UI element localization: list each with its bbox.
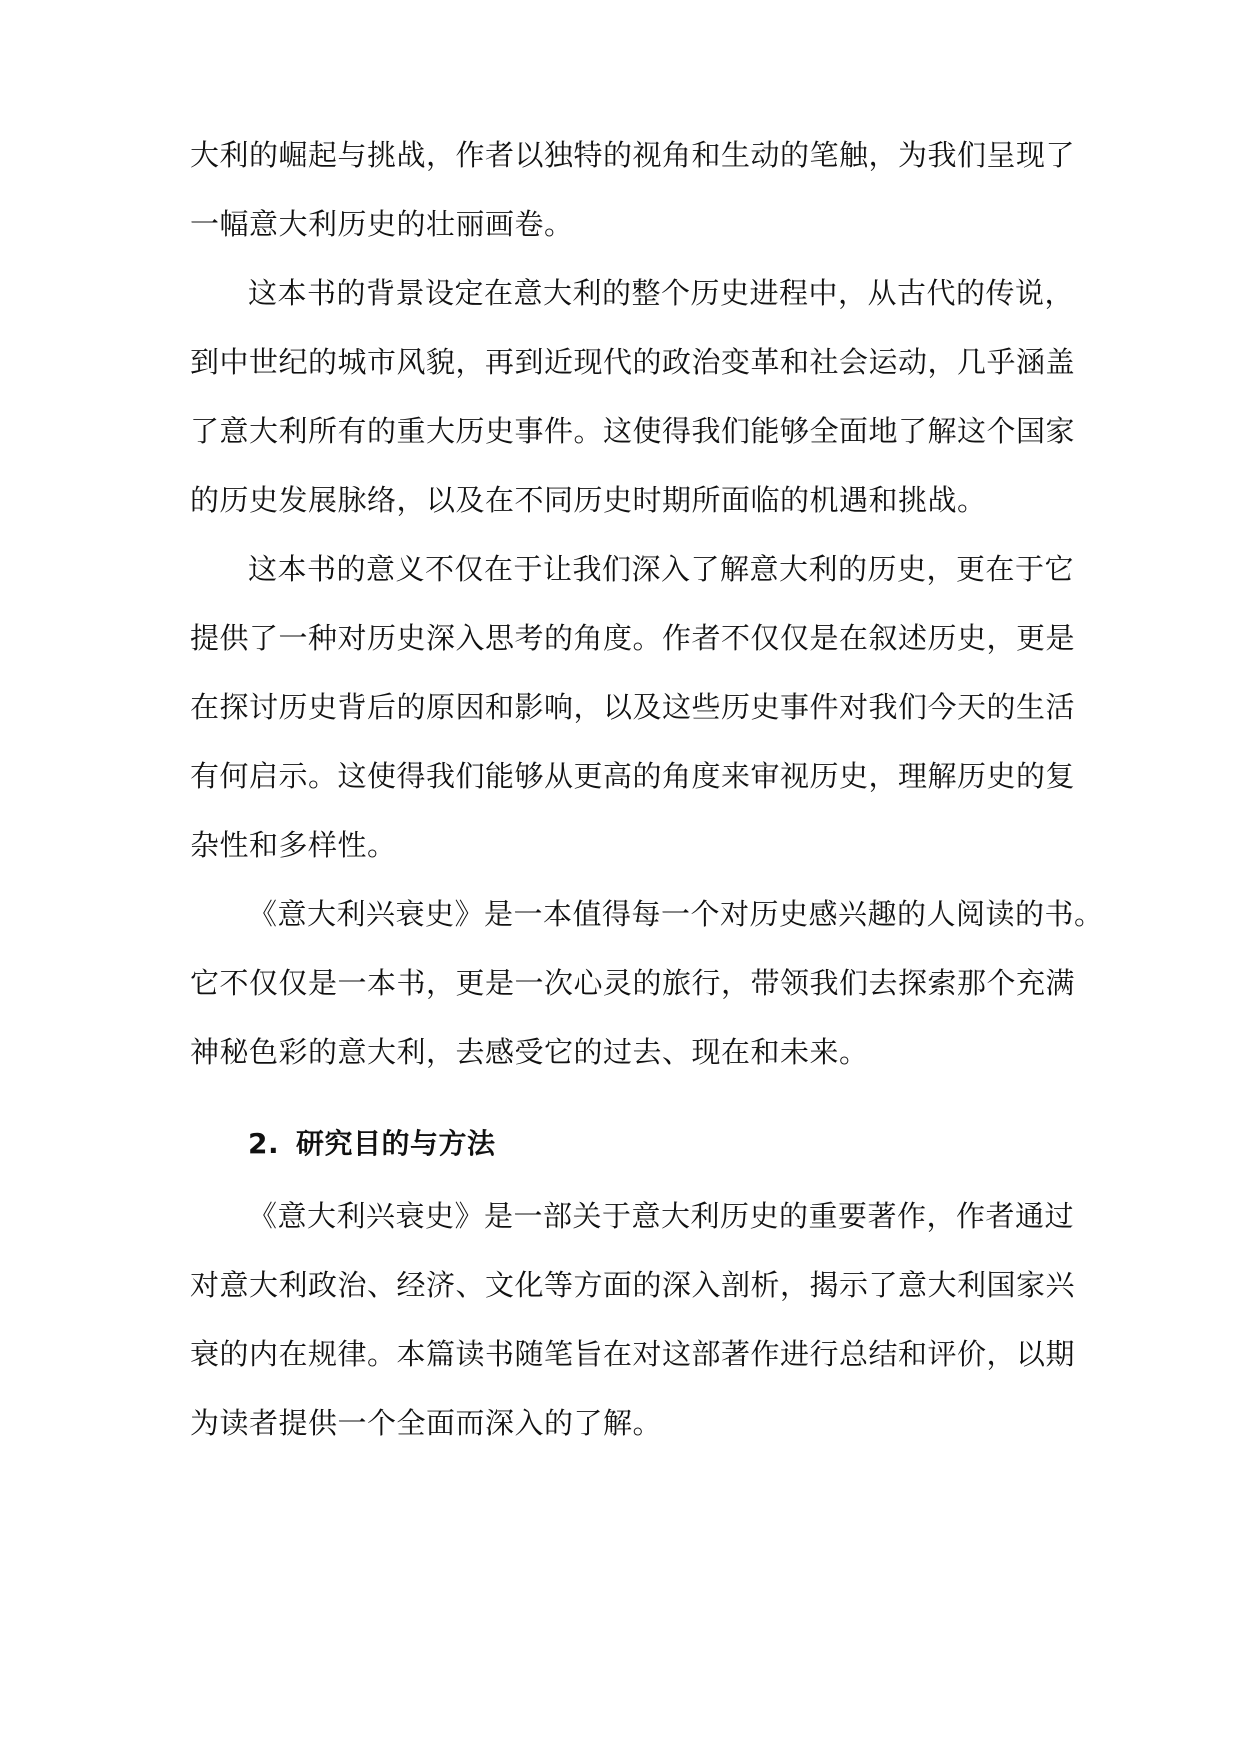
paragraph-line: 为读者提供一个全面而深入的了解。 — [190, 1406, 663, 1440]
paragraph-line: 《意大利兴衰史》是一部关于意大利历史的重要著作，作者通过 — [248, 1199, 1075, 1233]
paragraph-line: 杂性和多样性。 — [190, 828, 397, 862]
paragraph-line: 这本书的背景设定在意大利的整个历史进程中，从古代的传说， — [248, 276, 1075, 310]
paragraph-line: 在探讨历史背后的原因和影响，以及这些历史事件对我们今天的生活 — [190, 690, 1076, 724]
paragraph-line: 的历史发展脉络，以及在不同历史时期所面临的机遇和挑战。 — [190, 483, 987, 517]
paragraph-line: 对意大利政治、经济、文化等方面的深入剖析，揭示了意大利国家兴 — [190, 1268, 1076, 1302]
paragraph-line: 这本书的意义不仅在于让我们深入了解意大利的历史，更在于它 — [248, 552, 1075, 586]
paragraph-line: 衰的内在规律。本篇读书随笔旨在对这部著作进行总结和评价，以期 — [190, 1337, 1076, 1371]
section-number: 2. — [248, 1127, 280, 1160]
section-heading — [248, 1120, 1128, 1168]
paragraph-line: 神秘色彩的意大利，去感受它的过去、现在和未来。 — [190, 1035, 869, 1069]
paragraph-line: 到中世纪的城市风貌，再到近现代的政治变革和社会运动，几乎涵盖 — [190, 345, 1076, 379]
paragraph-line: 一幅意大利历史的壮丽画卷。 — [190, 207, 574, 241]
paragraph-line: 有何启示。这使得我们能够从更高的角度来审视历史，理解历史的复 — [190, 759, 1076, 793]
section-title: 研究目的与方法 — [296, 1127, 496, 1160]
paragraph-line: 它不仅仅是一本书，更是一次心灵的旅行，带领我们去探索那个充满 — [190, 966, 1076, 1000]
paragraph-line: 了意大利所有的重大历史事件。这使得我们能够全面地了解这个国家 — [190, 414, 1076, 448]
paragraph-line: 《意大利兴衰史》是一本值得每一个对历史感兴趣的人阅读的书。 — [248, 897, 1104, 931]
paragraph-line: 提供了一种对历史深入思考的角度。作者不仅仅是在叙述历史，更是 — [190, 621, 1076, 655]
paragraph-line: 大利的崛起与挑战，作者以独特的视角和生动的笔触，为我们呈现了 — [190, 138, 1076, 172]
